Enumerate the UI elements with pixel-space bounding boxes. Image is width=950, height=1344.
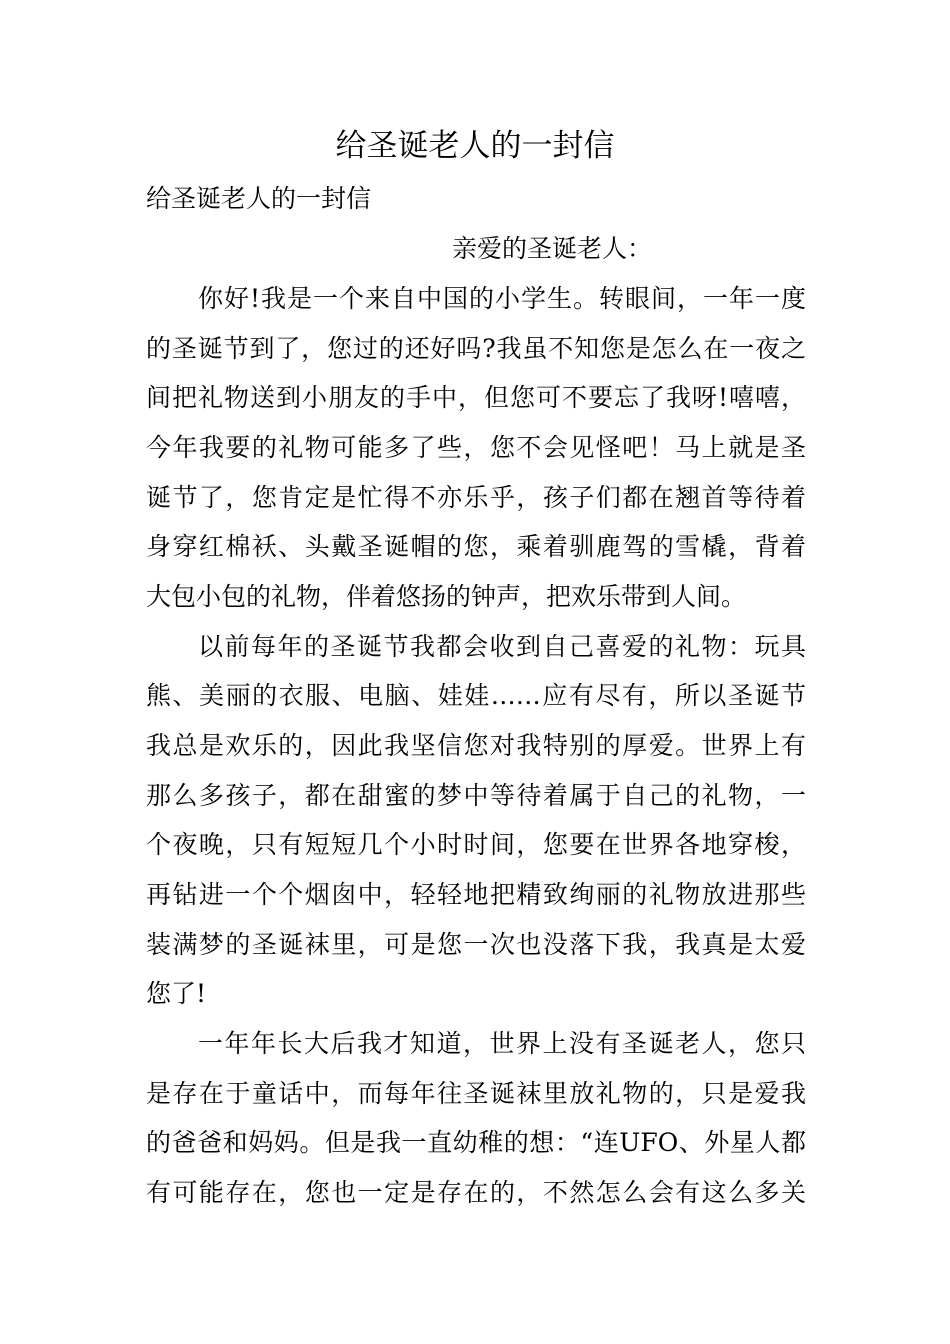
text-line: 今年我要的礼物可能多了些，您不会见怪吧！马上就是圣 — [146, 433, 806, 462]
text-line: 个夜晚，只有短短几个小时时间，您要在世界各地穿梭， — [146, 830, 806, 859]
text-line: 您了! — [146, 979, 207, 1008]
text-line: 你好!我是一个来自中国的小学生。转眼间，一年一度 — [198, 284, 806, 313]
text-line: 间把礼物送到小朋友的手中，但您可不要忘了我呀!嘻嘻， — [146, 383, 806, 412]
text-line: 以前每年的圣诞节我都会收到自己喜爱的礼物：玩具 — [198, 632, 806, 661]
text-line: 是存在于童话中，而每年往圣诞袜里放礼物的，只是爱我 — [146, 1079, 806, 1108]
document-subtitle: 给圣诞老人的一封信 — [146, 184, 372, 213]
text-line: 一年年长大后我才知道，世界上没有圣诞老人，您只 — [198, 1029, 806, 1058]
text-line: 再钻进一个个烟囱中，轻轻地把精致绚丽的礼物放进那些 — [146, 880, 806, 909]
text-line: 我总是欢乐的，因此我坚信您对我特别的厚爱。世界上有 — [146, 731, 806, 760]
text-line: 的爸爸和妈妈。但是我一直幼稚的想：“连UFO、外星人都 — [146, 1128, 806, 1157]
text-line: 的圣诞节到了，您过的还好吗?我虽不知您是怎么在一夜之 — [146, 334, 806, 363]
text-line: 熊、美丽的衣服、电脑、娃娃……应有尽有，所以圣诞节 — [146, 681, 806, 710]
document-title: 给圣诞老人的一封信 — [335, 128, 615, 164]
text-line: 身穿红棉袄、头戴圣诞帽的您，乘着驯鹿驾的雪橇，背着 — [146, 532, 806, 561]
text-line: 有可能存在，您也一定是存在的，不然怎么会有这么多关 — [146, 1178, 806, 1207]
text-line: 那么多孩子，都在甜蜜的梦中等待着属于自己的礼物，一 — [146, 781, 806, 810]
text-line: 装满梦的圣诞袜里，可是您一次也没落下我，我真是太爱 — [146, 930, 806, 959]
text-line: 诞节了，您肯定是忙得不亦乐乎，孩子们都在翘首等待着 — [146, 483, 806, 512]
text-line: 大包小包的礼物，伴着悠扬的钟声，把欢乐带到人间。 — [146, 582, 747, 611]
salutation: 亲爱的圣诞老人： — [452, 234, 653, 263]
